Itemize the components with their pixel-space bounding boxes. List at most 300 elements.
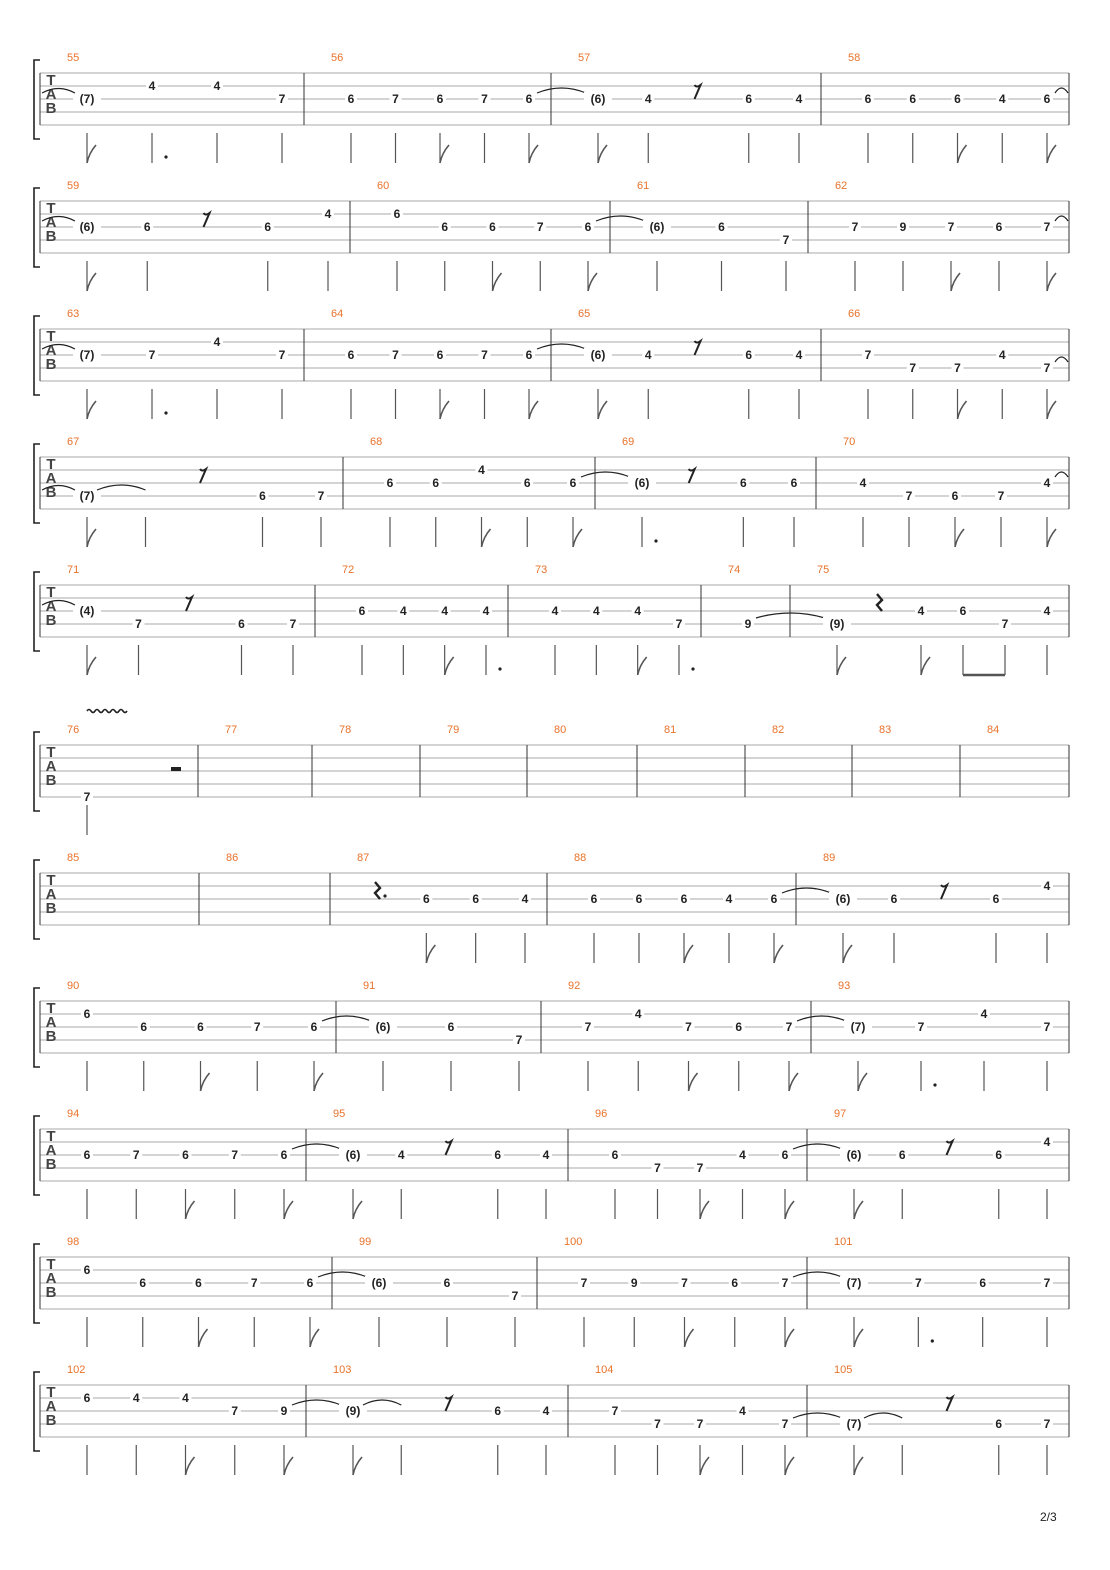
note-flag — [789, 1073, 798, 1091]
fret-number: 7 — [580, 1276, 588, 1290]
measure-number: 102 — [67, 1364, 86, 1376]
tie-arc — [318, 1272, 367, 1277]
quarter-rest — [877, 594, 882, 611]
system-bracket — [34, 1372, 40, 1451]
quarter-rest — [375, 882, 380, 899]
note-flag — [588, 273, 597, 291]
fret-number: (6) — [835, 892, 851, 906]
note-flag — [785, 1201, 794, 1219]
measure-number: 96 — [595, 1108, 608, 1120]
fret-number: 4 — [998, 92, 1006, 106]
note-flag — [958, 145, 967, 163]
tie-arc — [793, 1413, 842, 1418]
fret-number: 6 — [635, 892, 643, 906]
tab-clef-letter: B — [45, 228, 57, 245]
note-flag — [87, 401, 96, 419]
note-flag — [700, 1457, 709, 1475]
fret-number: 6 — [306, 1276, 314, 1290]
fret-number: 7 — [905, 489, 913, 503]
fret-number: (6) — [79, 220, 95, 234]
fret-number: 7 — [253, 1020, 261, 1034]
fret-number: 7 — [1001, 617, 1009, 631]
tab-clef-letter: A — [45, 1270, 57, 1287]
fret-number: 7 — [654, 1161, 661, 1175]
fret-number: 6 — [735, 1020, 743, 1034]
dotted-rhythm — [164, 411, 167, 414]
measure-number: 83 — [879, 724, 892, 736]
eighth-rest — [947, 1397, 953, 1411]
fret-number: 6 — [441, 220, 449, 234]
eighth-rest — [446, 1141, 452, 1155]
tie-arc — [1055, 357, 1068, 362]
fret-number: 9 — [280, 1404, 288, 1418]
note-flag — [482, 529, 491, 547]
measure-number: 85 — [67, 852, 80, 864]
tab-clef-letter: T — [46, 1128, 56, 1145]
fret-number: 6 — [358, 604, 366, 618]
note-flag — [685, 1329, 694, 1347]
fret-number: 7 — [785, 1020, 793, 1034]
fret-number: (7) — [846, 1417, 862, 1431]
measure-number: 97 — [834, 1108, 847, 1120]
tie-arc — [292, 1400, 341, 1405]
fret-number: 6 — [569, 476, 577, 490]
fret-number: 6 — [432, 476, 440, 490]
fret-number: 7 — [132, 1148, 140, 1162]
measure-number: 75 — [817, 564, 830, 576]
note-flag — [1047, 145, 1056, 163]
note-flag — [951, 273, 960, 291]
fret-number: 7 — [997, 489, 1005, 503]
tab-system — [34, 564, 1069, 675]
measure-number: 77 — [225, 724, 238, 736]
note-flag — [955, 529, 964, 547]
fret-number: 4 — [1043, 1135, 1051, 1149]
fret-number: (7) — [79, 489, 95, 503]
fret-number: 6 — [584, 220, 592, 234]
fret-number: (6) — [590, 348, 606, 362]
measure-number: 99 — [359, 1236, 372, 1248]
measure-number: 82 — [772, 724, 785, 736]
fret-number: (7) — [850, 1020, 866, 1034]
measure-number: 100 — [564, 1236, 583, 1248]
tie-arc — [782, 888, 831, 893]
fret-number: 4 — [634, 604, 642, 618]
tab-clef-letter: B — [45, 612, 57, 629]
fret-number: 7 — [1043, 220, 1051, 234]
fret-number: 7 — [289, 617, 297, 631]
fret-number: 6 — [259, 489, 266, 503]
fret-number: 7 — [278, 92, 286, 106]
note-flag — [837, 657, 846, 675]
eighth-rest — [695, 341, 701, 355]
eighth-rest — [689, 469, 695, 483]
fret-number: 6 — [909, 92, 917, 106]
note-flag — [1047, 273, 1056, 291]
fret-number: 7 — [148, 348, 156, 362]
measure-number: 88 — [574, 852, 587, 864]
fret-number: 6 — [494, 1148, 502, 1162]
measure-number: 81 — [664, 724, 677, 736]
note-flag — [310, 1329, 319, 1347]
measure-number: 89 — [823, 852, 836, 864]
fret-number: 9 — [899, 220, 907, 234]
tie-arc — [581, 472, 630, 477]
tie-arc — [1055, 88, 1068, 93]
fret-number: (9) — [829, 617, 845, 631]
fret-number: 6 — [83, 1263, 91, 1277]
fret-number: 6 — [979, 1276, 987, 1290]
fret-number: 6 — [83, 1391, 91, 1405]
fret-number: 6 — [1043, 92, 1051, 106]
fret-number: 6 — [443, 1276, 451, 1290]
eighth-rest — [941, 885, 947, 899]
measure-number: 94 — [67, 1108, 80, 1120]
measure-number: 103 — [333, 1364, 352, 1376]
note-flag — [573, 529, 582, 547]
tab-clef-letter: B — [45, 900, 57, 917]
fret-number: 6 — [139, 1276, 147, 1290]
fret-number: 7 — [1043, 1276, 1051, 1290]
fret-number: 4 — [441, 604, 449, 618]
fret-number: 4 — [739, 1404, 746, 1418]
fret-number: 6 — [890, 892, 898, 906]
tab-system — [34, 436, 1069, 547]
fret-number: 7 — [231, 1404, 239, 1418]
tab-clef-letter: T — [46, 456, 56, 473]
fret-number: 4 — [917, 604, 925, 618]
note-flag — [440, 145, 449, 163]
fret-number: 6 — [347, 92, 355, 106]
fret-number: 6 — [781, 1148, 789, 1162]
note-flag — [284, 1201, 293, 1219]
tab-clef-letter: A — [45, 1398, 57, 1415]
measure-number: 95 — [333, 1108, 346, 1120]
fret-number: 9 — [744, 617, 752, 631]
fret-number: 6 — [611, 1148, 619, 1162]
tab-system — [34, 52, 1069, 163]
system-bracket — [34, 572, 40, 651]
fret-number: 6 — [310, 1020, 318, 1034]
fret-number: (6) — [371, 1276, 387, 1290]
dotted-rhythm — [164, 155, 167, 158]
system-bracket — [34, 1116, 40, 1195]
fret-number: (7) — [79, 348, 95, 362]
fret-number: 7 — [250, 1276, 258, 1290]
tab-clef-letter: T — [46, 872, 56, 889]
fret-number: 7 — [1043, 1020, 1051, 1034]
note-flag — [854, 1329, 863, 1347]
fret-number: 4 — [482, 604, 490, 618]
tab-clef-letter: B — [45, 1412, 57, 1429]
note-flag — [186, 1201, 195, 1219]
fret-number: 6 — [472, 892, 480, 906]
eighth-rest — [186, 597, 192, 611]
note-flag — [854, 1457, 863, 1475]
measure-number: 61 — [637, 180, 650, 192]
fret-number: 6 — [525, 348, 533, 362]
measure-number: 78 — [339, 724, 352, 736]
measure-number: 91 — [363, 980, 376, 992]
fret-number: 6 — [864, 92, 872, 106]
tab-system — [34, 1364, 1069, 1475]
tab-system — [34, 852, 1069, 963]
tie-arc — [793, 1272, 842, 1277]
fret-number: 6 — [280, 1148, 288, 1162]
fret-number: 7 — [685, 1020, 692, 1034]
measure-number: 74 — [728, 564, 741, 576]
fret-number: 7 — [611, 1404, 619, 1418]
fret-number: 9 — [630, 1276, 638, 1290]
system-bracket — [34, 60, 40, 139]
fret-number: 7 — [278, 348, 286, 362]
fret-number: 4 — [859, 476, 867, 490]
measure-number: 67 — [67, 436, 80, 448]
tab-clef-letter: B — [45, 356, 57, 373]
fret-number: 7 — [696, 1161, 704, 1175]
fret-number: 6 — [898, 1148, 906, 1162]
fret-number: 7 — [1043, 1417, 1051, 1431]
tab-clef-letter: A — [45, 214, 57, 231]
fret-number: 6 — [197, 1020, 204, 1034]
fret-number: 6 — [489, 220, 496, 234]
fret-number: 7 — [781, 1417, 789, 1431]
half-rest — [171, 767, 181, 771]
note-flag — [426, 945, 435, 963]
fret-number: 6 — [770, 892, 778, 906]
measure-number: 58 — [848, 52, 861, 64]
tab-clef-letter: T — [46, 328, 56, 345]
note-flag — [958, 401, 967, 419]
measure-number: 68 — [370, 436, 383, 448]
fret-number: 4 — [644, 92, 652, 106]
fret-number: 7 — [917, 1020, 925, 1034]
fret-number: 4 — [725, 892, 733, 906]
fret-number: 6 — [992, 892, 1000, 906]
fret-number: 4 — [132, 1391, 140, 1405]
note-flag — [529, 145, 538, 163]
fret-number: 4 — [213, 335, 221, 349]
fret-number: 6 — [523, 476, 531, 490]
fret-number: 6 — [745, 348, 753, 362]
fret-number: 7 — [511, 1289, 519, 1303]
fret-number: (7) — [846, 1276, 862, 1290]
tie-arc — [1055, 472, 1068, 477]
fret-number: 4 — [1043, 604, 1051, 618]
note-flag — [785, 1329, 794, 1347]
fret-number: 7 — [654, 1417, 661, 1431]
note-flag — [186, 1457, 195, 1475]
fret-number: 7 — [584, 1020, 592, 1034]
fret-number: 4 — [592, 604, 600, 618]
note-flag — [774, 945, 783, 963]
fret-number: 6 — [680, 892, 688, 906]
fret-number: 4 — [213, 79, 221, 93]
system-bracket — [34, 188, 40, 267]
fret-number: 6 — [195, 1276, 202, 1290]
note-flag — [87, 145, 96, 163]
fret-number: 6 — [386, 476, 394, 490]
tie-arc — [322, 1016, 371, 1021]
fret-number: 6 — [140, 1020, 148, 1034]
fret-number: 7 — [782, 233, 790, 247]
note-flag — [87, 273, 96, 291]
measure-number: 70 — [843, 436, 856, 448]
measure-number: 105 — [834, 1364, 853, 1376]
tie-arc — [596, 216, 645, 221]
measure-number: 90 — [67, 980, 80, 992]
note-flag — [921, 657, 930, 675]
dotted-rhythm — [691, 667, 694, 670]
tie-arc — [793, 1144, 842, 1149]
vibrato-mark — [87, 710, 127, 713]
system-bracket — [34, 732, 40, 811]
fret-number: (6) — [634, 476, 650, 490]
measure-number: 98 — [67, 1236, 80, 1248]
system-bracket — [34, 860, 40, 939]
tab-clef-letter: A — [45, 342, 57, 359]
fret-number: 7 — [83, 790, 91, 804]
measure-number: 87 — [357, 852, 370, 864]
system-bracket — [34, 1244, 40, 1323]
measure-number: 65 — [578, 308, 591, 320]
fret-number: 6 — [182, 1148, 189, 1162]
tab-clef-letter: B — [45, 1284, 57, 1301]
note-flag — [854, 1201, 863, 1219]
fret-number: 6 — [447, 1020, 455, 1034]
measure-number: 63 — [67, 308, 80, 320]
fret-number: 6 — [731, 1276, 739, 1290]
fret-number: 7 — [515, 1033, 523, 1047]
system-bracket — [34, 988, 40, 1067]
fret-number: 6 — [590, 892, 598, 906]
tab-clef-letter: B — [45, 484, 57, 501]
dotted-rhythm — [654, 539, 657, 542]
tie-arc — [97, 485, 146, 490]
fret-number: (6) — [345, 1148, 361, 1162]
measure-number: 59 — [67, 180, 80, 192]
fret-number: 6 — [494, 1404, 502, 1418]
measure-number: 60 — [377, 180, 390, 192]
note-flag — [314, 1073, 323, 1091]
fret-number: 4 — [542, 1148, 550, 1162]
fret-number: 4 — [397, 1148, 405, 1162]
tab-clef-letter: A — [45, 758, 57, 775]
tab-system — [34, 980, 1069, 1091]
tab-clef-letter: A — [45, 1014, 57, 1031]
measure-number: 79 — [447, 724, 460, 736]
tab-clef-letter: B — [45, 772, 57, 789]
tie-arc — [797, 1016, 846, 1021]
fret-number: 4 — [542, 1404, 550, 1418]
measure-number: 84 — [987, 724, 1000, 736]
fret-number: 7 — [947, 220, 955, 234]
fret-number: 4 — [182, 1391, 189, 1405]
fret-number: 4 — [1043, 476, 1051, 490]
fret-number: (9) — [345, 1404, 361, 1418]
tab-clef-letter: T — [46, 744, 56, 761]
measure-number: 101 — [834, 1236, 853, 1248]
note-flag — [87, 657, 96, 675]
note-flag — [689, 1073, 698, 1091]
note-flag — [284, 1457, 293, 1475]
fret-number: 7 — [317, 489, 325, 503]
measure-number: 80 — [554, 724, 567, 736]
measure-number: 73 — [535, 564, 548, 576]
dotted-rhythm — [933, 1083, 936, 1086]
fret-number: 6 — [83, 1007, 91, 1021]
fret-number: 6 — [739, 476, 747, 490]
measure-number: 56 — [331, 52, 344, 64]
note-flag — [529, 401, 538, 419]
tab-system — [34, 1108, 1069, 1219]
fret-number: 4 — [739, 1148, 746, 1162]
fret-number: 7 — [481, 92, 488, 106]
fret-number: 6 — [959, 604, 967, 618]
fret-number: 6 — [995, 220, 1003, 234]
note-flag — [785, 1457, 794, 1475]
fret-number: 7 — [851, 220, 859, 234]
fret-number: 7 — [909, 361, 917, 375]
fret-number: 7 — [696, 1417, 704, 1431]
tab-clef-letter: A — [45, 470, 57, 487]
fret-number: (4) — [79, 604, 95, 618]
fret-number: 6 — [995, 1148, 1003, 1162]
fret-number: 6 — [238, 617, 245, 631]
eighth-rest — [200, 469, 206, 483]
fret-number: 7 — [481, 348, 488, 362]
fret-number: 7 — [675, 617, 683, 631]
fret-number: 6 — [347, 348, 355, 362]
fret-number: 7 — [864, 348, 872, 362]
fret-number: 6 — [436, 92, 444, 106]
fret-number: (6) — [590, 92, 606, 106]
fret-number: 6 — [790, 476, 798, 490]
measure-number: 69 — [622, 436, 635, 448]
eighth-rest — [947, 1141, 953, 1155]
measure-number: 76 — [67, 724, 80, 736]
measure-number: 64 — [331, 308, 344, 320]
measure-number: 57 — [578, 52, 591, 64]
tab-clef-letter: A — [45, 886, 57, 903]
fret-number: 6 — [83, 1148, 91, 1162]
note-flag — [440, 401, 449, 419]
fret-number: 6 — [436, 348, 444, 362]
fret-number: (6) — [649, 220, 665, 234]
note-flag — [858, 1073, 867, 1091]
fret-number: 4 — [148, 79, 156, 93]
tab-system — [34, 308, 1069, 419]
fret-number: 6 — [393, 207, 401, 221]
eighth-rest — [446, 1397, 452, 1411]
tab-clef-letter: B — [45, 100, 57, 117]
tie-arc — [1055, 216, 1068, 221]
eighth-rest — [204, 213, 210, 227]
tie-arc — [292, 1144, 341, 1149]
tab-clef-letter: T — [46, 1000, 56, 1017]
note-flag — [201, 1073, 210, 1091]
note-flag — [445, 657, 454, 675]
tab-clef-letter: T — [46, 1384, 56, 1401]
fret-number: 6 — [995, 1417, 1003, 1431]
measure-number: 66 — [848, 308, 861, 320]
page-number: 2/3 — [1040, 1510, 1057, 1524]
eighth-rest — [695, 85, 701, 99]
fret-number: 4 — [324, 207, 332, 221]
measure-number: 55 — [67, 52, 80, 64]
rest-dot — [383, 894, 386, 897]
fret-number: (6) — [375, 1020, 391, 1034]
